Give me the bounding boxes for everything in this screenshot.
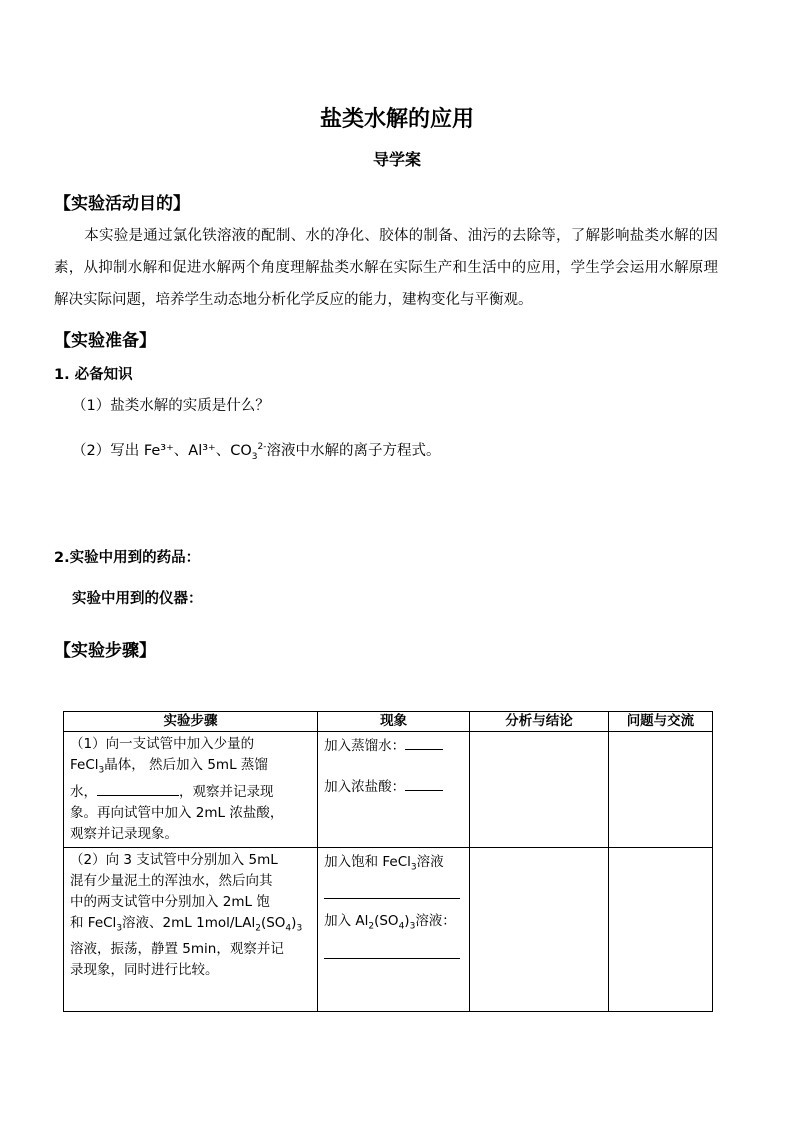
obs-fecl3: 加入饱和 FeCl$_3$溶液 xyxy=(324,853,444,873)
q2-ions: Fe³⁺、Al³⁺、CO xyxy=(143,443,252,459)
step-2-analysis[interactable] xyxy=(470,847,609,1011)
page-subtitle: 导学案 xyxy=(372,150,421,169)
step2-line3: 中的两支试管中分别加入 2mL 饱 xyxy=(70,893,270,910)
step1-blank[interactable] xyxy=(97,795,179,796)
prep-heading: 【实验准备】 xyxy=(54,331,156,351)
q2-prefix: （2）写出 xyxy=(72,443,144,459)
step1-line5: 观察并记录现象。 xyxy=(70,825,178,842)
step1-line3-end: ，观察并记录现 xyxy=(179,783,274,800)
purpose-heading: 【实验活动目的】 xyxy=(54,194,190,214)
obs-fecl3-suffix: 溶液 xyxy=(416,853,444,870)
header-steps: 实验步骤 xyxy=(64,712,318,732)
prep-item-instruments: 实验中用到的仪器： xyxy=(72,591,203,607)
header-analysis: 分析与结论 xyxy=(470,712,609,732)
obs-al2so43: 加入 $Al_2(SO_4)_3$溶液： xyxy=(324,913,456,933)
prep-question-2: （2）写出 Fe³⁺、Al³⁺、$CO_3^{2-}$溶液中水解的离子方程式。 xyxy=(72,442,441,462)
steps-heading: 【实验步骤】 xyxy=(54,641,156,661)
step-2-description xyxy=(64,847,318,1011)
table-row xyxy=(64,732,713,848)
step1-line1: （1）向一支试管中加入少量的 xyxy=(70,736,255,752)
header-phenomenon: 现象 xyxy=(318,712,470,732)
step1-line3 xyxy=(70,782,311,803)
q2-suffix: 溶液中水解的离子方程式。 xyxy=(266,443,441,459)
step-1-phenomenon xyxy=(318,732,470,848)
experiment-steps-table xyxy=(63,711,713,1012)
purpose-text: 本实验是通过氯化铁溶液的配制、水的净化、胶体的制备、油污的去除等，了解影响盐类水解的因素，从抑制水解和促进水解两个角度理解盐类水解在实际生产和生活中的应用，学生学会运用水解原理解决实际问题，培养学生动态地分析化学反应的能力，建构变化与平衡观。 xyxy=(54,228,718,308)
step1-line4: 象。再向试管中加入 2mL 浓盐酸， xyxy=(70,804,284,821)
header-questions: 问题与交流 xyxy=(608,712,712,732)
step2-line5: 溶液，振荡，静置 5min，观察并记 xyxy=(70,941,284,958)
obs-distilled-blank[interactable] xyxy=(405,749,443,750)
purpose-paragraph xyxy=(54,220,718,316)
obs-al-label: 加入 Al xyxy=(324,913,369,930)
step2-line2: 混有少量泥土的浑浊水，然后向其 xyxy=(70,872,273,889)
step-1-questions[interactable] xyxy=(608,732,712,848)
step1-line3-start: 水， xyxy=(70,783,97,800)
step-1-description xyxy=(64,732,318,848)
prep-item-knowledge: 1. 必备知识 xyxy=(54,367,133,383)
obs-hcl-label: 加入浓盐酸： xyxy=(324,779,406,795)
step2-line4: 和 FeCl$_3$溶液、2mL $1mol/LAl_2(SO_4)_3$ xyxy=(70,914,303,934)
step2-fecl3: 和 FeCl xyxy=(70,914,117,931)
step1-line2-rest: 晶体， 然后加入 5mL 蒸馏 xyxy=(104,757,268,773)
obs-al-blank[interactable] xyxy=(324,938,460,959)
obs-distilled-label: 加入蒸馏水： xyxy=(324,738,406,754)
step-2-questions[interactable] xyxy=(608,847,712,1011)
step-2-phenomenon xyxy=(318,847,470,1011)
fecl3-text: FeCl xyxy=(70,757,99,773)
step2-line6: 录现象，同时进行比较。 xyxy=(70,962,219,979)
table-row xyxy=(64,847,713,1011)
obs-hcl-blank[interactable] xyxy=(405,790,443,791)
step2-line1: （2）向 3 支试管中分别加入 5mL xyxy=(70,851,278,868)
prep-item-reagents: 2.实验中用到的药品： xyxy=(54,550,201,566)
prep-question-1: （1）盐类水解的实质是什么？ xyxy=(72,398,270,414)
obs-conc-hcl xyxy=(324,777,463,798)
page-title: 盐类水解的应用 xyxy=(319,107,474,132)
table-header-row xyxy=(64,712,713,732)
obs-fecl3-label: 加入饱和 FeCl xyxy=(324,853,411,870)
obs-fecl3-blank[interactable] xyxy=(324,878,460,899)
step-1-analysis[interactable] xyxy=(470,732,609,848)
step2-al-prefix: 溶液、2mL 1mol/LAl xyxy=(122,914,256,931)
obs-al-suffix: 溶液： xyxy=(415,913,456,930)
obs-distilled-water xyxy=(324,736,463,757)
step1-line2: FeCl$_3$晶体， 然后加入 5mL 蒸馏 xyxy=(70,757,268,776)
